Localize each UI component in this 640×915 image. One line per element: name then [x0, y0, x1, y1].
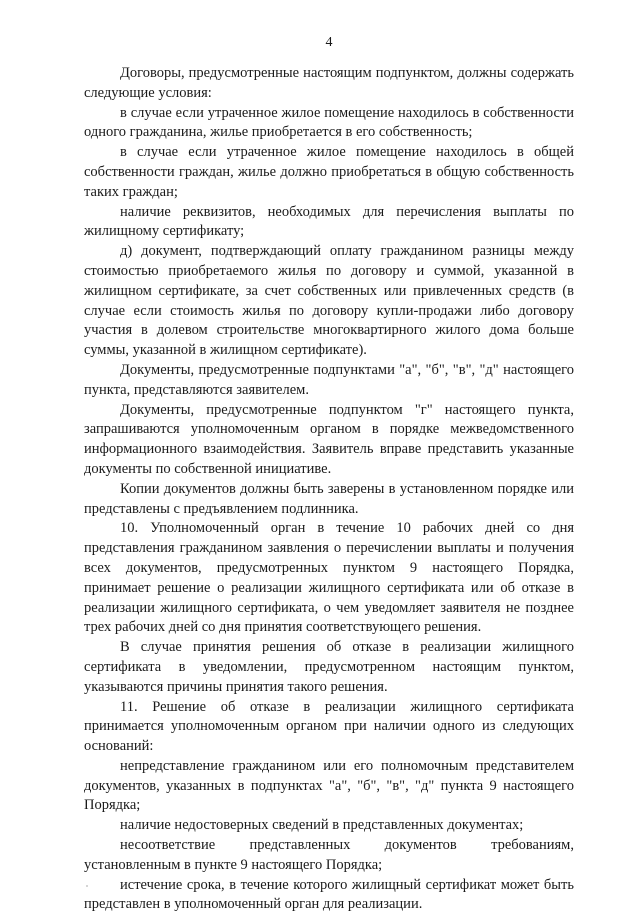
- paragraph: несоответствие представленных документов требованиям, установленным в пункте 9 настоящего Порядка;: [84, 837, 574, 873]
- scan-artifact-dot: [86, 885, 88, 887]
- paragraph: наличие реквизитов, необходимых для перечисления выплаты по жилищному сертификату;: [84, 203, 574, 240]
- paragraph: в случае если утраченное жилое помещение находилось в общей собственности граждан, жилье должно приобретаться в общую собственность таких граждан;: [84, 144, 574, 200]
- paragraph: Документы, предусмотренные подпунктами "а", "б", "в", "д" настоящего пункта, представляются заявителем.: [84, 361, 574, 398]
- paragraph: 10. Уполномоченный орган в течение 10 рабочих дней со дня представления гражданином заявления о перечислении выплаты и получения всех документов, предусмотренных пунктом 9 настоящего Порядка, принимает решение о реализации жилищного сертификата или об отказе в реализации жилищного сертификата, о чем уведомляет заявителя не позднее трех рабочих дней со дня принятия соответствующего решения.: [84, 520, 574, 636]
- paragraph: истечение срока, в течение которого жилищный сертификат может быть представлен в уполномоченный орган для реализации.: [84, 876, 574, 913]
- document-body: [84, 64, 574, 915]
- paragraph: наличие недостоверных сведений в представленных документах;: [120, 817, 524, 834]
- paragraph: в случае если утраченное жилое помещение находилось в собственности одного гражданина, жилье приобретается в его собственность;: [84, 104, 574, 141]
- paragraph: Договоры, предусмотренные настоящим подпунктом, должны содержать следующие условия:: [84, 65, 574, 101]
- paragraph: Документы, предусмотренные подпунктом "г" настоящего пункта, запрашиваются уполномоченным органом в порядке межведомственного информационного взаимодействия. Заявитель вправе представить указанные документы по собственной инициативе.: [84, 401, 574, 477]
- page-number: 4: [325, 35, 333, 50]
- paragraph: непредставление гражданином или его полномочным представителем документов, указанных в подпунктах "а", "б", "в", "д" пункта 9 настоящего Порядка;: [84, 757, 574, 814]
- paragraph: 11. Решение об отказе в реализации жилищного сертификата принимается уполномоченным органом при наличии одного из следующих оснований:: [84, 698, 574, 755]
- paragraph: Копии документов должны быть заверены в установленном порядке или представлены с предъявлением подлинника.: [84, 480, 574, 517]
- paragraph: д) документ, подтверждающий оплату гражданином разницы между стоимостью приобретаемого жилья по договору и суммой, указанной в жилищном сертификате, за счет собственных или привлеченных средств (в случае если стоимость жилья по договору купли-продажи либо договору участия в долевом строительстве многоквартирного жилого дома больше суммы, указанной в жилищном сертификате).: [84, 243, 574, 359]
- paragraph: В случае принятия решения об отказе в реализации жилищного сертификата в уведомлении, предусмотренном настоящим пунктом, указываются причины принятия такого решения.: [84, 639, 574, 695]
